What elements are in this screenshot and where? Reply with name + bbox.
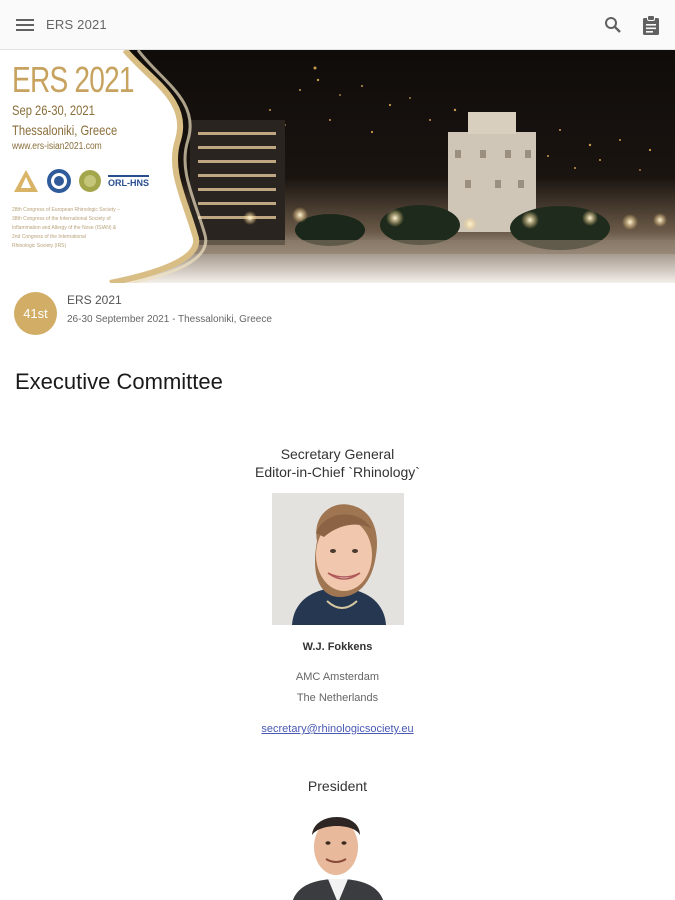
page-title: Executive Committee bbox=[15, 369, 223, 394]
ers-triangle-logo-icon bbox=[12, 168, 40, 194]
ers-logo-title: ERS 2021 bbox=[12, 59, 134, 100]
app-bar bbox=[0, 0, 675, 50]
isian-seal-icon bbox=[46, 168, 72, 194]
event-name: ERS 2021 bbox=[67, 292, 122, 307]
orl-hns-label: ORL-HNS bbox=[108, 177, 149, 188]
partner-logos bbox=[12, 168, 200, 194]
irs-seal-icon bbox=[78, 169, 102, 193]
ers-website: www.ers-isian2021.com bbox=[12, 141, 102, 152]
edition-badge: 41st bbox=[14, 292, 57, 335]
search-button[interactable] bbox=[601, 13, 625, 37]
congress-small-print bbox=[12, 206, 132, 251]
menu-button[interactable] bbox=[0, 0, 50, 50]
search-icon bbox=[604, 16, 622, 34]
member-name: W.J. Fokkens bbox=[302, 641, 373, 653]
ers-dates: Sep 26-30, 2021 bbox=[12, 102, 95, 118]
small-print-line: Inflammation and Allergy of the Nose (ISIAN) & bbox=[12, 225, 117, 231]
member-institution: AMC Amsterdam bbox=[295, 671, 380, 683]
event-details: 26-30 September 2021 - Thessaloniki, Greece bbox=[67, 313, 272, 325]
conference-banner bbox=[0, 50, 675, 283]
member-email-link[interactable]: secretary@rhinologicsociety.eu bbox=[261, 723, 414, 735]
committee-member-card bbox=[0, 445, 675, 737]
clipboard-icon bbox=[642, 15, 660, 35]
hamburger-menu-icon bbox=[16, 18, 34, 32]
member-role: Secretary General bbox=[280, 446, 395, 462]
small-print-line: 28th Congress of European Rhinologic Society – bbox=[12, 207, 120, 213]
small-print-line: 2nd Congress of the International bbox=[12, 234, 86, 240]
small-print-line: 38th Congress of the International Society of bbox=[12, 216, 111, 222]
event-header[interactable] bbox=[14, 292, 272, 335]
member-role-secondary: Editor-in-Chief `Rhinology` bbox=[255, 464, 420, 480]
portrait-image bbox=[292, 807, 384, 900]
ers-logo-panel bbox=[0, 50, 200, 283]
small-print-line: Rhinologic Society (IRS) bbox=[12, 243, 67, 249]
member-photo bbox=[272, 493, 404, 625]
ers-location: Thessaloniki, Greece bbox=[12, 122, 118, 138]
member-country: The Netherlands bbox=[296, 692, 379, 704]
member-role: President bbox=[307, 778, 368, 794]
orl-hns-logo bbox=[108, 175, 149, 188]
committee-member-card bbox=[0, 777, 675, 900]
app-title: ERS 2021 bbox=[46, 17, 107, 32]
clipboard-button[interactable] bbox=[639, 13, 663, 37]
member-photo bbox=[292, 807, 384, 900]
portrait-image bbox=[272, 493, 404, 625]
